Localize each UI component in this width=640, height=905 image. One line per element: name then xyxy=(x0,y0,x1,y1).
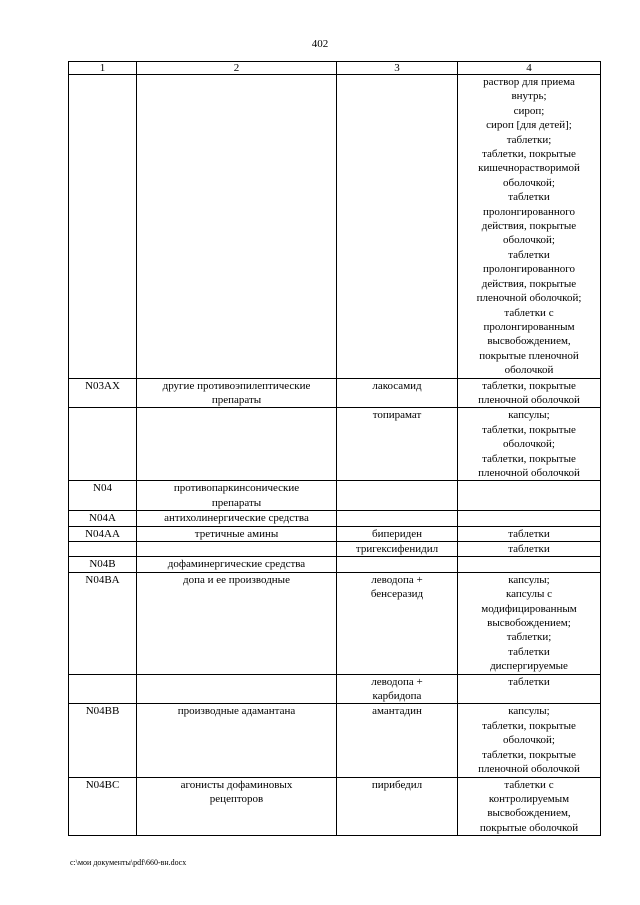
group-name-cell xyxy=(137,75,337,379)
table-row xyxy=(69,572,601,674)
cell-line: капсулы; xyxy=(508,573,550,586)
cell-line: высвобождением, xyxy=(487,807,571,820)
cell-line: леводопа + xyxy=(371,573,423,586)
cell-line: препараты xyxy=(211,496,262,509)
group-name-cell xyxy=(137,481,337,511)
cell-line: таблетки, покрытые xyxy=(482,379,576,392)
group-name-cell xyxy=(137,674,337,704)
cell-line: пленочной оболочкой xyxy=(478,393,580,406)
cell-line: высвобождением; xyxy=(487,617,571,630)
cell-line: таблетки, покрытые xyxy=(482,452,576,465)
cell-line: оболочкой; xyxy=(503,734,555,747)
cell-line: пленочной оболочкой xyxy=(478,466,580,479)
atc-code-cell xyxy=(69,526,137,541)
atc-code-cell xyxy=(69,408,137,481)
cell-line: таблетки; xyxy=(506,133,552,146)
page-number: 402 xyxy=(311,38,329,50)
atc-code-cell xyxy=(69,572,137,674)
cell-line: дофаминергические средства xyxy=(167,558,306,571)
atc-code-cell xyxy=(69,704,137,777)
table-row xyxy=(69,674,601,704)
drug-name-cell xyxy=(337,572,458,674)
group-name-cell xyxy=(137,378,337,408)
cell-line: пленочной оболочкой; xyxy=(476,292,582,305)
cell-line: внутрь; xyxy=(511,90,547,103)
cell-line: капсулы; xyxy=(508,705,550,718)
cell-line: амантадин xyxy=(372,705,422,718)
cell-line: пролонгированного xyxy=(483,205,575,218)
cell-line: препараты xyxy=(211,393,262,406)
dosage-form-cell xyxy=(458,408,601,481)
drug-name-cell xyxy=(337,511,458,526)
drug-name-cell xyxy=(337,526,458,541)
dosage-form-cell xyxy=(458,75,601,379)
cell-line: таблетки с xyxy=(504,778,554,791)
drug-name-cell xyxy=(337,674,458,704)
drug-table xyxy=(68,61,601,836)
table-row xyxy=(69,704,601,777)
dosage-form-cell xyxy=(458,704,601,777)
group-name-cell xyxy=(137,526,337,541)
dosage-form-cell xyxy=(458,777,601,836)
column-header: 1 xyxy=(69,62,137,75)
cell-line: противопаркинсонические xyxy=(173,482,300,495)
cell-line: N03AX xyxy=(85,379,120,392)
cell-line: контролируемым xyxy=(488,792,570,805)
footer-file-path: c:\мои документы\pdf\660-вн.docx xyxy=(70,858,187,867)
cell-line: оболочкой; xyxy=(503,234,555,247)
cell-line: покрытые оболочкой xyxy=(479,821,579,834)
cell-line: таблетки, покрытые xyxy=(482,423,576,436)
cell-line: N04BA xyxy=(85,573,120,586)
cell-line: N04B xyxy=(89,558,116,571)
cell-line: покрытые пленочной xyxy=(479,349,579,362)
cell-line: пленочной оболочкой xyxy=(478,763,580,776)
group-name-cell xyxy=(137,542,337,557)
table-header-row xyxy=(69,62,601,75)
table-row xyxy=(69,481,601,511)
cell-line: действия, покрытые xyxy=(481,277,577,290)
cell-line: сироп [для детей]; xyxy=(486,119,572,132)
atc-code-cell xyxy=(69,511,137,526)
atc-code-cell xyxy=(69,378,137,408)
dosage-form-cell xyxy=(458,674,601,704)
dosage-form-cell xyxy=(458,511,601,526)
dosage-form-cell xyxy=(458,526,601,541)
cell-line: тригексифенидил xyxy=(355,543,439,555)
atc-code-cell xyxy=(69,557,137,572)
drug-name-cell xyxy=(337,408,458,481)
drug-name-cell xyxy=(337,777,458,836)
atc-code-cell xyxy=(69,481,137,511)
table-row xyxy=(69,408,601,481)
atc-code-cell xyxy=(69,674,137,704)
drug-name-cell xyxy=(337,704,458,777)
dosage-form-cell xyxy=(458,542,601,557)
cell-line: раствор для приема xyxy=(483,76,575,88)
cell-line: пролонгированного xyxy=(483,263,575,276)
cell-line: рецепторов xyxy=(209,792,264,805)
cell-line: таблетки xyxy=(508,527,550,540)
cell-line: пирибедил xyxy=(371,778,423,791)
cell-line: оболочкой xyxy=(504,364,554,377)
cell-line: антихолинергические средства xyxy=(164,512,309,525)
cell-line: сироп; xyxy=(513,104,545,117)
cell-line: таблетки, покрытые xyxy=(482,148,576,161)
cell-line: таблетки xyxy=(508,645,550,658)
cell-line: капсулы с xyxy=(505,588,553,601)
cell-line: N04BC xyxy=(85,778,120,791)
cell-line: оболочкой; xyxy=(503,438,555,451)
cell-line: высвобождением, xyxy=(487,335,571,348)
atc-code-cell xyxy=(69,75,137,379)
table-row xyxy=(69,777,601,836)
table-row xyxy=(69,557,601,572)
cell-line: капсулы; xyxy=(508,409,550,422)
group-name-cell xyxy=(137,511,337,526)
cell-line: оболочкой; xyxy=(503,176,555,189)
table-row xyxy=(69,511,601,526)
dosage-form-cell xyxy=(458,481,601,511)
cell-line: производные адамантана xyxy=(177,705,296,718)
group-name-cell xyxy=(137,408,337,481)
atc-code-cell xyxy=(69,777,137,836)
cell-line: таблетки; xyxy=(506,631,552,644)
cell-line: таблетки xyxy=(508,191,550,204)
cell-line: N04BB xyxy=(85,705,120,718)
cell-line: бенсеразид xyxy=(370,588,424,601)
cell-line: допа и ее производные xyxy=(183,573,290,586)
drug-name-cell xyxy=(337,378,458,408)
cell-line: кишечнорастворимой xyxy=(478,162,580,175)
drug-name-cell xyxy=(337,542,458,557)
cell-line: таблетки, покрытые xyxy=(482,748,576,761)
cell-line: лакосамид xyxy=(372,379,422,392)
cell-line: таблетки с xyxy=(504,306,554,319)
table-body xyxy=(69,75,601,836)
cell-line: пролонгированным xyxy=(483,320,575,333)
cell-line: N04A xyxy=(89,512,116,525)
cell-line: таблетки, покрытые xyxy=(482,719,576,732)
cell-line: леводопа + xyxy=(371,675,423,688)
dosage-form-cell xyxy=(458,557,601,572)
cell-line: таблетки xyxy=(508,248,550,261)
column-header: 2 xyxy=(137,62,337,75)
cell-line: N04 xyxy=(93,482,112,495)
table-row xyxy=(69,75,601,379)
table-row xyxy=(69,378,601,408)
cell-line: карбидопа xyxy=(372,690,422,703)
cell-line: агонисты дофаминовых xyxy=(180,778,293,791)
table-row xyxy=(69,526,601,541)
group-name-cell xyxy=(137,777,337,836)
cell-line: N04AA xyxy=(85,527,120,540)
dosage-form-cell xyxy=(458,378,601,408)
cell-line: таблетки xyxy=(508,675,550,688)
cell-line: бипериден xyxy=(371,527,422,540)
cell-line: третичные амины xyxy=(194,527,279,540)
cell-line: действия, покрытые xyxy=(481,220,577,233)
cell-line: модифицированным xyxy=(481,602,577,615)
drug-name-cell xyxy=(337,557,458,572)
column-header: 4 xyxy=(458,62,601,75)
cell-line: таблетки xyxy=(508,543,550,555)
drug-name-cell xyxy=(337,75,458,379)
dosage-form-cell xyxy=(458,572,601,674)
cell-line: топирамат xyxy=(372,409,422,422)
table-row xyxy=(69,542,601,557)
group-name-cell xyxy=(137,572,337,674)
drug-name-cell xyxy=(337,481,458,511)
atc-code-cell xyxy=(69,542,137,557)
cell-line: другие противоэпилептические xyxy=(162,379,311,392)
group-name-cell xyxy=(137,557,337,572)
cell-line: диспергируемые xyxy=(490,660,568,673)
group-name-cell xyxy=(137,704,337,777)
column-header: 3 xyxy=(337,62,458,75)
